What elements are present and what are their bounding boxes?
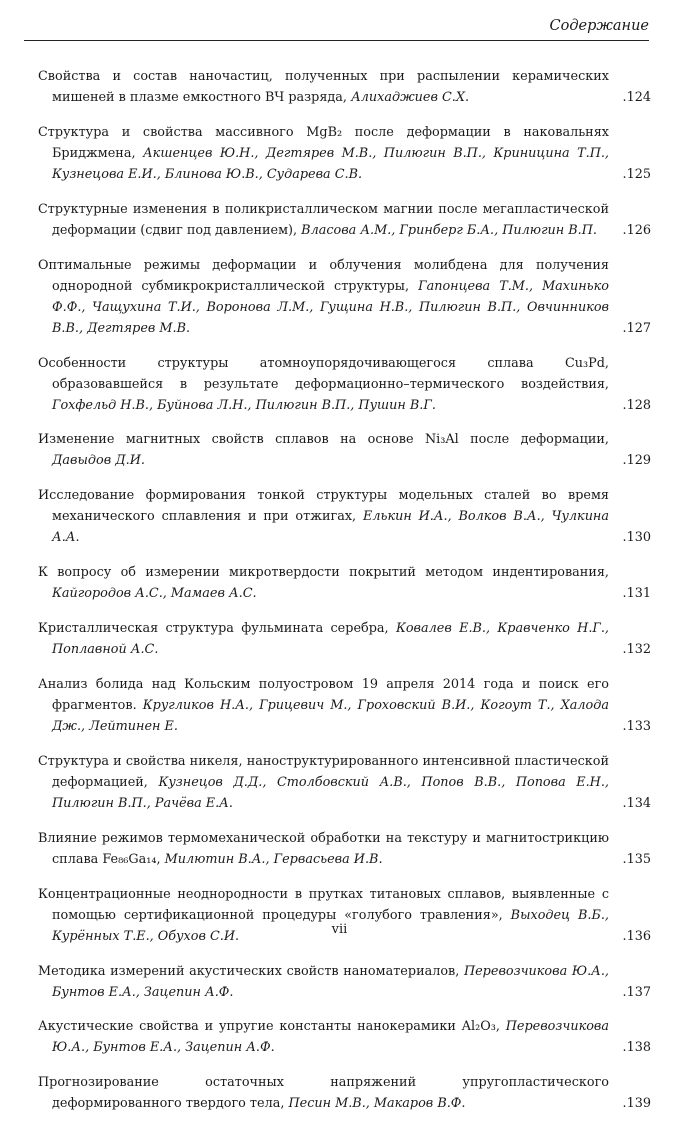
entry-title: Анализ болида над Кольским полуостровом 19 апреля 2014 года и поиск его фрагментов. bbox=[38, 677, 609, 714]
toc-entry[interactable] bbox=[38, 562, 651, 604]
entry-page: .138 bbox=[622, 1040, 651, 1056]
toc-entry[interactable] bbox=[38, 961, 651, 1003]
entry-authors: Акшенцев Ю.Н., Дегтярев М.В., Пилюгин В.П., Криницина Т.П., Кузнецова Е.И., Блинова Ю.В., Сударева С.В. bbox=[52, 145, 609, 182]
entry-title: Методика измерений акустических свойств наноматериалов, bbox=[38, 963, 460, 979]
toc-entry[interactable] bbox=[38, 618, 651, 660]
entry-page: .135 bbox=[622, 851, 651, 867]
entry-page: .128 bbox=[622, 397, 651, 413]
entry-title: Исследование формирования тонкой структуры модельных сталей во время механического сплавления и при отжигах, bbox=[38, 488, 609, 525]
entry-authors: Власова А.М., Гринберг Б.А., Пилюгин В.П. bbox=[301, 222, 597, 238]
entry-title: Кристаллическая структура фульмината серебра, bbox=[38, 621, 389, 637]
toc-entry[interactable] bbox=[38, 199, 651, 241]
entry-page: .134 bbox=[622, 795, 651, 811]
entry-title: Структура и свойства никеля, наноструктурированного интенсивной пластической деформацией, bbox=[38, 753, 609, 790]
toc-entry[interactable] bbox=[38, 122, 651, 185]
entry-title: Акустические свойства и упругие константы нанокерамики Al₂O₃, bbox=[38, 1019, 500, 1035]
entry-page: .124 bbox=[622, 90, 651, 105]
toc-entry[interactable] bbox=[38, 751, 651, 814]
entry-title: Структурные изменения в поликристаллическом магнии после мегапластической деформации (сдвиг под давлением), bbox=[38, 201, 609, 238]
toc-entry[interactable] bbox=[38, 1072, 651, 1114]
toc-entry[interactable] bbox=[38, 828, 651, 870]
entry-page: .136 bbox=[622, 928, 651, 944]
entry-page: .132 bbox=[622, 642, 651, 658]
toc-entry[interactable] bbox=[38, 429, 651, 471]
toc-entry[interactable] bbox=[38, 66, 651, 108]
table-of-contents bbox=[38, 66, 651, 1128]
entry-authors: Милютин В.А., Гервасьева И.В. bbox=[164, 851, 383, 867]
entry-authors: Перевозчикова Ю.А., Бунтов Е.А., Зацепин А.Ф. bbox=[52, 1019, 609, 1056]
running-header bbox=[24, 14, 649, 41]
entry-authors: Алихаджиев С.Х. bbox=[351, 90, 470, 105]
entry-page: .133 bbox=[622, 719, 651, 735]
entry-authors: Кайгородов А.С., Мамаев А.С. bbox=[52, 586, 257, 602]
entry-title: Свойства и состав наночастиц, полученных при распылении керамических мишеней в плазме емкостного ВЧ разряда, bbox=[38, 69, 609, 105]
entry-authors: Гапонцева Т.М., Махинько Ф.Ф., Чащухина Т.И., Воронова Л.М., Гущина Н.В., Пилюгин В.П., Овчинников В.В., Дегтярев М.В. bbox=[52, 278, 609, 336]
entry-title: Оптимальные режимы деформации и облучения молибдена для получения однородной субмикрокристаллической структуры, bbox=[38, 257, 609, 294]
entry-authors: Гохфельд Н.В., Буйнова Л.Н., Пилюгин В.П., Пушин В.Г. bbox=[52, 397, 436, 413]
entry-title: Концентрационные неоднородности в прутках титановых сплавов, выявленные с помощью сертификационной процедуры «голубого травления», bbox=[38, 886, 609, 923]
entry-title: К вопросу об измерении микротвердости покрытий методом индентирования, bbox=[38, 565, 609, 581]
entry-authors: Перевозчикова Ю.А., Бунтов Е.А., Зацепин А.Ф. bbox=[52, 963, 609, 1000]
toc-entry[interactable] bbox=[38, 255, 651, 339]
section-title: Содержание bbox=[549, 18, 649, 34]
entry-page: .127 bbox=[622, 320, 651, 336]
entry-title: Влияние режимов термомеханической обработки на текстуру и магнитострикцию сплава Fe₈₆Ga₁₄, bbox=[38, 830, 609, 867]
entry-authors: Выходец В.Б., Курённых Т.Е., Обухов С.И. bbox=[52, 907, 609, 944]
entry-authors: Кругликов Н.А., Грицевич М., Гроховский В.И., Когоут Т., Халода Дж., Лейтинен Е. bbox=[52, 698, 609, 735]
toc-entry[interactable] bbox=[38, 353, 651, 416]
entry-authors: Кузнецов Д.Д., Столбовский А.В., Попов В.В., Попова Е.Н., Пилюгин В.П., Рачёва Е.А. bbox=[52, 774, 609, 811]
toc-entry[interactable] bbox=[38, 485, 651, 548]
entry-authors: Давыдов Д.И. bbox=[52, 453, 145, 469]
entry-page: .139 bbox=[622, 1096, 651, 1112]
page-number: vii bbox=[331, 922, 348, 937]
entry-authors: Ковалев Е.В., Кравченко Н.Г., Поплавной А.С. bbox=[52, 621, 609, 658]
entry-title: Особенности структуры атомноупорядочивающегося сплава Cu₃Pd, образовавшейся в результате деформационно–термического воздействия, bbox=[38, 355, 609, 392]
entry-title: Структура и свойства массивного MgB₂ после деформации в наковальнях Бриджмена, bbox=[38, 124, 609, 161]
entry-page: .131 bbox=[622, 586, 651, 602]
entry-authors: Елькин И.А., Волков В.А., Чулкина А.А. bbox=[52, 509, 609, 546]
toc-entry[interactable] bbox=[38, 884, 651, 947]
entry-title: Прогнозирование остаточных напряжений упругопластического деформированного твердого тела, bbox=[38, 1075, 609, 1112]
toc-entry[interactable] bbox=[38, 674, 651, 737]
entry-page: .137 bbox=[622, 984, 651, 1000]
entry-page: .126 bbox=[622, 222, 651, 238]
entry-page: .130 bbox=[622, 530, 651, 546]
entry-title: Изменение магнитных свойств сплавов на основе Ni₃Al после деформации, bbox=[38, 432, 609, 448]
toc-entry[interactable] bbox=[38, 1016, 651, 1058]
entry-authors: Песин М.В., Макаров В.Ф. bbox=[288, 1096, 466, 1112]
entry-page: .125 bbox=[622, 166, 651, 182]
entry-page: .129 bbox=[622, 453, 651, 469]
